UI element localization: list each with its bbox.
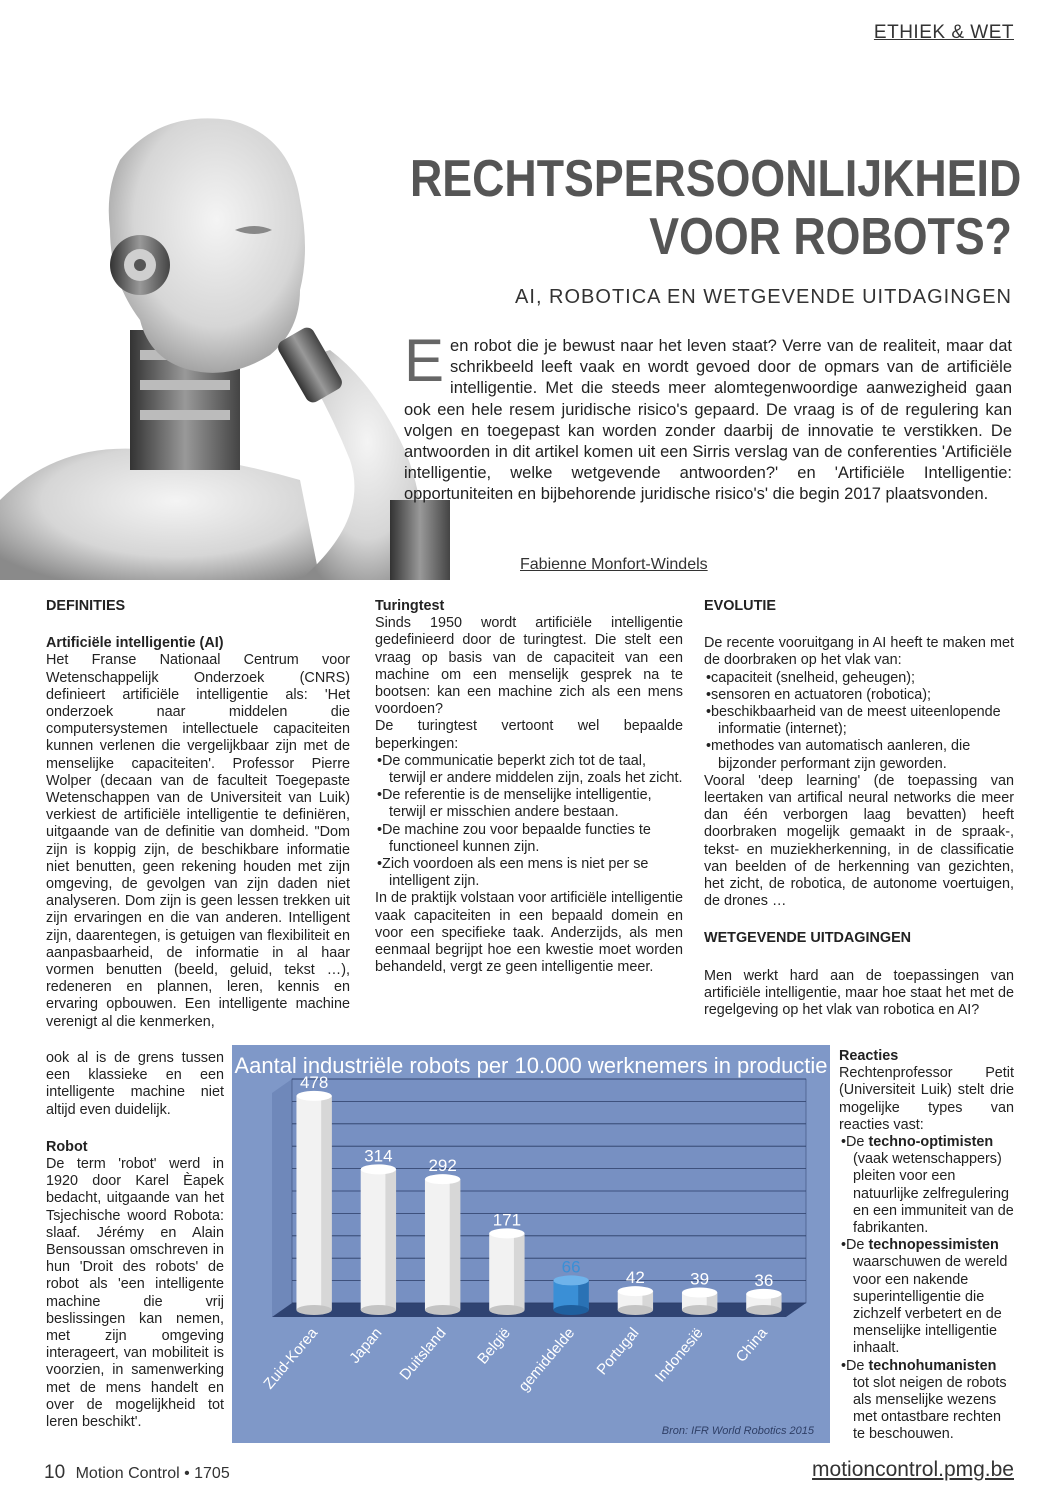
- turingtest-bullet: •De referentie is de menselijke intelligentie, terwijl er misschien andere bestaan.: [377, 787, 652, 821]
- wetgevende-paragraph: Men werkt hard aan de toepassingen van artificiële intelligentie, maar hoe staat het met de regelgeving op het vlak van robotica en AI?: [704, 967, 1014, 1019]
- publication-name: Motion Control • 1705: [75, 1465, 230, 1482]
- headline-line-1: RECHTSPERSOONLIJKHEID: [410, 150, 1022, 208]
- reacties-bullet: [839, 1237, 1014, 1357]
- section-heading-evolutie: EVOLUTIE: [704, 598, 776, 614]
- chart-bar-base: [296, 1305, 331, 1315]
- chart-bar-top: [618, 1286, 653, 1296]
- turingtest-bullet: •De machine zou voor bepaalde functies te functioneel kunnen zijn.: [377, 821, 651, 855]
- chart-bar-shade: [450, 1179, 461, 1310]
- chart-category-label: gemiddelde: [515, 1324, 579, 1395]
- chart-bar-shade: [578, 1280, 589, 1310]
- chart-bar-top: [425, 1174, 460, 1184]
- section-heading-wetgevende-uitdagingen: WETGEVENDE UITDAGINGEN: [704, 930, 912, 947]
- chart-data-label: 314: [364, 1146, 393, 1166]
- evolutie-bullet: •methodes van automatisch aanleren, die bijzonder performant zijn geworden.: [706, 738, 971, 772]
- robot-paragraph: De term 'robot' werd in 1920 door Karel Èapek bedacht, uitgaande van het Tsjechische woord Robota: slaaf. Jérémy en Alain Bensoussan omschreven in hun 'Droit des robots' de robot als 'een intelligente machine die vrij beslissingen kan nemen, met zijn omgeving interageert, van mobiliteit is voorzien, in samenwerking met de mens handelt en over de mogelijkheid tot leren beschikt'.: [46, 1156, 224, 1431]
- chart-bar-top: [361, 1164, 396, 1174]
- reacties-bullet: [839, 1134, 1014, 1237]
- footer-url[interactable]: motioncontrol.pmg.be: [812, 1458, 1014, 1481]
- chart-bar-base: [489, 1305, 524, 1315]
- chart-floor: [272, 1303, 806, 1317]
- column-reacties: [839, 1048, 1014, 1444]
- chart-category-label: China: [732, 1324, 771, 1366]
- bullet-term: techno-optimisten: [868, 1134, 994, 1151]
- headline-line-2: VOOR ROBOTS?: [649, 208, 1012, 266]
- reacties-paragraph: Rechtenprofessor Petit (Universiteit Luik) stelt drie mogelijke types van reacties vast:: [839, 1065, 1014, 1133]
- bullet-term: technopessimisten: [868, 1237, 999, 1254]
- chart-bar-shade: [514, 1233, 525, 1310]
- ai-paragraph-tail: ook al is de grens tussen een klassieke en een intelligente machine niet altijd even duidelijk.: [46, 1050, 224, 1118]
- chart-bar-top: [746, 1289, 781, 1299]
- chart-data-label: 66: [561, 1257, 581, 1277]
- bullet-text: (vaak wetenschappers) pleiten voor een natuurlijke zelfregulering en een immuniteit van de fabrikanten.: [853, 1151, 1014, 1237]
- chart-category-label: Zuid-Korea: [260, 1324, 322, 1393]
- chart-category-label: Portugal: [593, 1324, 643, 1379]
- chart-category-label: België: [474, 1324, 514, 1368]
- chart-bar-top: [296, 1091, 331, 1101]
- chart-bar-top: [553, 1275, 588, 1285]
- subheading-ai: Artificiële intelligentie (AI): [46, 635, 224, 652]
- page-number: 10: [44, 1462, 66, 1483]
- chart-bar-base: [682, 1305, 717, 1315]
- chart-data-label: 36: [754, 1270, 774, 1290]
- evolutie-bullet: •sensoren en actuatoren (robotica);: [706, 686, 932, 703]
- chart-data-label: 42: [625, 1268, 645, 1288]
- subtitle: AI, ROBOTICA EN WETGEVENDE UITDAGINGEN: [515, 286, 1012, 308]
- ai-paragraph: Het Franse Nationaal Centrum voor Wetenschappelijk Onderzoek (CNRS) definieert artificiële intelligentie als: 'Het onderzoek naar middelen die computersystemen intellectuele capaciteiten kunnen verlenen die vergelijkbaar zijn met de menselijke capaciteiten'. Professor Pierre Wolper (decaan van de faculteit Toegepaste Wetenschappen van de Universiteit van Luik) verkiest de artificiële intelligentie te definiëren, uitgaande van de definitie van domheid. "Dom zijn is koppig zijn, de beschikbare informatie niet benutten, geen rekening houden met zijn omgeving, de gevolgen van zijn daden niet analyseren. Dom zijn is geen lessen trekken uit zijn ervaringen en die van anderen. Intelligent zijn, daarentegen, is getuigen van flexibiliteit en aanpasbaarheid, de informatie in al haar vormen benutten (beeld, geluid, tekst …), redeneren en plannen, leren, kennis en ervaring opbouwen. Een intelligente machine verenigt al die kenmerken,: [46, 652, 350, 1030]
- turingtest-bullet: •Zich voordoen als een mens is niet per se intelligent zijn.: [377, 856, 649, 890]
- chart-data-label: 478: [299, 1072, 329, 1092]
- chart-category-label: Indonesië: [651, 1324, 707, 1386]
- turingtest-bullet: •De communicatie beperkt zich tot de taal, terwijl er andere middelen zijn, zoals het zicht.: [377, 752, 683, 787]
- chart-bar-shade: [385, 1169, 396, 1310]
- chart-bar-base: [425, 1305, 460, 1315]
- robot-density-chart: [232, 1045, 830, 1443]
- bullet-term: technohumanisten: [868, 1357, 997, 1374]
- author-byline: Fabienne Monfort-Windels: [520, 556, 708, 573]
- chart-bar-base: [553, 1305, 588, 1315]
- chart-data-label: 292: [428, 1156, 457, 1176]
- chart-title: Aantal industriële robots per 10.000 werknemers in productie: [234, 1053, 828, 1078]
- intro-text: en robot die je bewust naar het leven staat? Verre van de realiteit, maar dat schrikbeeld leeft vaak en wordt gevoed door de opmars van de artificiële intelligentie. Met die steeds meer alomtegenwoordige aanwezigheid gaan ook een hele resem juridische risico's gepaard. De vraag is of de regulering kan volgen en toegepast kan worden zonder daarbij de innovatie te verstikken. De antwoorden in dit artikel komen uit een Sirris verslag van de conferenties 'Artificiële intelligentie, welke wetgevende antwoorden?' en 'Artificiële Intelligentie: opportuniteiten en bijbehorende juridische risico's' die begin 2017 plaatsvonden.: [404, 337, 1012, 504]
- chart-bar-top: [682, 1288, 717, 1298]
- turingtest-paragraph-3: In de praktijk volstaan voor artificiële intelligentie vaak capaciteiten in een bepaald domein en voor een specifieke taak. Anderzijds, als men eenmaal begrijpt hoe een kwestie moet worden behandeld, vergt ze geen intelligentie meer.: [375, 890, 683, 976]
- section-heading-definities: DEFINITIES: [46, 598, 126, 614]
- chart-bar-base: [361, 1305, 396, 1315]
- chart-bar-top: [489, 1228, 524, 1238]
- column-definities: [46, 598, 350, 1031]
- chart-data-label: 39: [690, 1269, 710, 1289]
- column-turingtest: [375, 598, 683, 976]
- headline: [410, 150, 1022, 266]
- chart-bar-base: [618, 1305, 653, 1315]
- column-definities-cont: [46, 1050, 224, 1431]
- evolutie-paragraph-2: Vooral 'deep learning' (de toepassing van leertaken van artifical neural networks die meer dan één verborgen laag bevatten) heeft doorbraken mogelijk gemaakt in de spraak-, tekst- en muziekherkenning, in de classificatie van beelden of de herkenning van gezichten, het zicht, de robotica, de autonome voertuigen, de drones …: [704, 772, 1014, 910]
- bullet-text: waarschuwen de wereld voor een nakende superintelligentie die zichzelf verbetert en de menselijke intelligentie inhaalt.: [853, 1254, 1008, 1357]
- intro-paragraph: [404, 327, 1012, 506]
- chart-category-label: Japan: [346, 1324, 386, 1367]
- evolutie-bullet: •capaciteit (snelheid, geheugen);: [706, 669, 916, 686]
- bullet-prefix: •De: [841, 1237, 869, 1254]
- chart-side-wall: [272, 1079, 292, 1317]
- chart-bar-shade: [321, 1096, 332, 1310]
- reacties-bullet: [839, 1358, 1014, 1444]
- bullet-prefix: •De: [841, 1357, 869, 1374]
- chart-category-label: Duitsland: [396, 1324, 450, 1384]
- footer-left: [44, 1462, 230, 1484]
- robot-illustration: [0, 80, 470, 580]
- subheading-turingtest: Turingtest: [375, 598, 445, 614]
- section-tag: ETHIEK & WET: [873, 22, 1014, 43]
- chart-plot: [232, 1045, 830, 1443]
- bullet-text: tot slot neigen de robots als menselijke wezens met ontastbare rechten te beschouwen.: [853, 1374, 1007, 1443]
- subheading-reacties: Reacties: [839, 1048, 899, 1064]
- turingtest-paragraph-1: Sinds 1950 wordt artificiële intelligentie gedefinieerd door de turingtest. Die stelt een vraag op basis van de capaciteit van een machine om een menselijk gesprek na te bootsen: kan een machine zich als een mens voordoen?: [375, 615, 683, 718]
- evolutie-bullet: •beschikbaarheid van de meest uiteenlopende informatie (internet);: [706, 704, 1001, 738]
- column-evolutie: [704, 598, 1014, 1019]
- chart-data-label: 171: [492, 1210, 522, 1230]
- chart-source: Bron: IFR World Robotics 2015: [661, 1425, 814, 1437]
- chart-bar-base: [746, 1305, 781, 1315]
- evolutie-paragraph-1: De recente vooruitgang in AI heeft te maken met de doorbraken op het vlak van:: [704, 635, 1014, 669]
- dropcap: E: [404, 327, 445, 394]
- subheading-robot: Robot: [46, 1138, 88, 1155]
- turingtest-paragraph-2: De turingtest vertoont wel bepaalde beperkingen:: [375, 718, 683, 752]
- bullet-prefix: •De: [841, 1134, 869, 1151]
